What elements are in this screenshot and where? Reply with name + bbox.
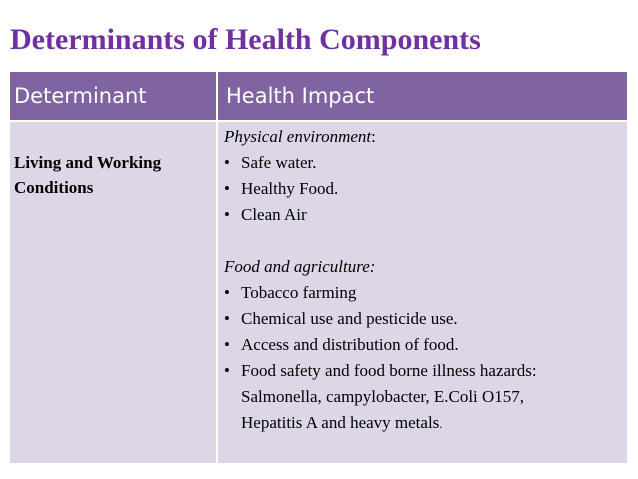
table-row: [10, 122, 627, 463]
determinant-line-1: Living and Working: [14, 153, 162, 172]
list-item: • Chemical use and pesticide use.: [224, 306, 624, 332]
food-agriculture-list: [224, 280, 624, 437]
physical-environment-colon: :: [371, 127, 376, 146]
list-item-continuation: Salmonella, campylobacter, E.Coli O157,: [241, 387, 525, 406]
list-item-continuation: Hepatitis A and heavy metals.: [241, 413, 443, 432]
column-divider: [216, 72, 218, 463]
bullet-icon: •: [224, 205, 230, 224]
determinant-cell: [14, 150, 209, 200]
table-header-row: [10, 72, 627, 122]
determinants-table: [10, 72, 627, 463]
header-determinant: Determinant: [14, 84, 147, 108]
bullet-icon: •: [224, 361, 230, 380]
section-physical-environment-heading: [224, 124, 624, 150]
physical-environment-label: Physical environment: [224, 127, 372, 146]
list-item: • Healthy Food.: [224, 176, 624, 202]
bullet-icon: •: [224, 335, 230, 354]
section-spacer: [224, 228, 624, 254]
bullet-icon: •: [224, 283, 230, 302]
list-item: • Access and distribution of food.: [224, 332, 624, 358]
section-food-agriculture-heading: Food and agriculture:: [224, 257, 376, 276]
bullet-icon: •: [224, 179, 230, 198]
bullet-icon: •: [224, 153, 230, 172]
physical-environment-list: [224, 150, 624, 228]
bullet-icon: •: [224, 309, 230, 328]
list-item: • Safe water.: [224, 150, 624, 176]
determinant-line-2: Conditions: [14, 178, 94, 197]
list-item: • Clean Air: [224, 202, 624, 228]
slide-title: Determinants of Health Components: [10, 23, 481, 56]
list-item: • Food safety and food borne illness hazards:: [224, 358, 624, 384]
list-item: • Tobacco farming: [224, 280, 624, 306]
header-health-impact: Health Impact: [226, 84, 375, 108]
health-impact-cell: [224, 124, 624, 437]
